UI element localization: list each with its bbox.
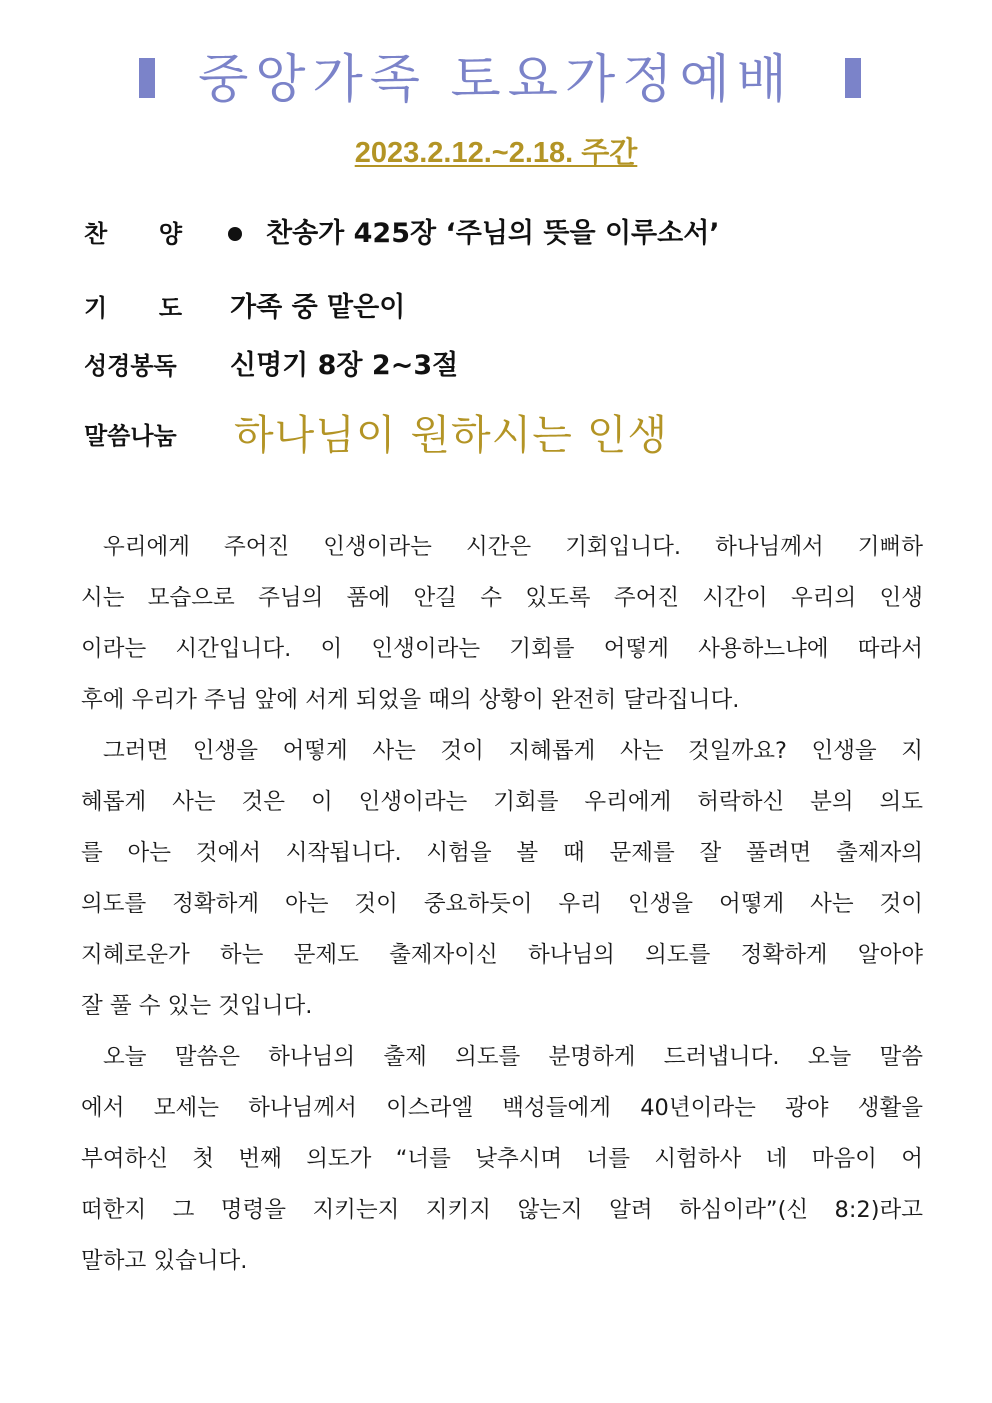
title-bar-right xyxy=(845,58,861,98)
bullet-icon xyxy=(228,227,242,241)
body-line: 말하고 있습니다. xyxy=(81,1248,248,1274)
body-line: 이라는 시간입니다. 이 인생이라는 기회를 어떻게 사용하느냐에 따라서 xyxy=(81,636,923,662)
body-line: 부여하신 첫 번째 의도가 “너를 낮추시며 너를 시험하사 네 마음이 어 xyxy=(81,1146,923,1172)
body-line: 오늘 말씀은 하나님의 출제 의도를 분명하게 드러냅니다. 오늘 말씀 xyxy=(103,1044,923,1070)
sermon-body xyxy=(81,522,923,1287)
hymn-value: 찬송가 425장 ‘주님의 뜻을 이루소서’ xyxy=(266,218,720,249)
body-line: 를 아는 것에서 시작됩니다. 시험을 볼 때 문제를 잘 풀려면 출제자의 xyxy=(81,840,923,866)
body-line: 떠한지 그 명령을 지키는지 지키지 않는지 알려 하심이라”(신 8:2)라고 xyxy=(81,1197,923,1223)
reading-row xyxy=(0,342,992,390)
prayer-label-second: 도 xyxy=(158,294,182,322)
page-title: 중앙가족 토요가정예배 xyxy=(198,50,794,110)
prayer-row xyxy=(0,284,992,332)
body-line: 혜롭게 사는 것은 이 인생이라는 기회를 우리에게 허락하신 분의 의도 xyxy=(81,789,923,815)
hymn-label xyxy=(84,210,182,258)
body-line: 그러면 인생을 어떻게 사는 것이 지혜롭게 사는 것일까요? 인생을 지 xyxy=(103,738,923,764)
prayer-label xyxy=(84,284,182,332)
body-line: 후에 우리가 주님 앞에 서게 되었을 때의 상황이 완전히 달라집니다. xyxy=(81,687,740,713)
reading-label: 성경봉독 xyxy=(84,352,177,380)
body-line: 잘 풀 수 있는 것입니다. xyxy=(81,993,313,1019)
paragraph-2 xyxy=(81,726,923,1032)
prayer-label-first: 기 xyxy=(84,294,108,322)
prayer-value: 가족 중 맡은이 xyxy=(230,292,406,323)
hymn-label-first: 찬 xyxy=(84,220,108,248)
body-line: 에서 모세는 하나님께서 이스라엘 백성들에게 40년이라는 광야 생활을 xyxy=(81,1095,923,1121)
reading-value: 신명기 8장 2~3절 xyxy=(230,350,459,381)
title-bar-left xyxy=(139,58,155,98)
body-line: 의도를 정확하게 아는 것이 중요하듯이 우리 인생을 어떻게 사는 것이 xyxy=(81,891,923,917)
hymn-row xyxy=(0,210,992,258)
hymn-label-second: 양 xyxy=(158,220,182,248)
paragraph-1 xyxy=(81,522,923,726)
week-date: 2023.2.12.~2.18. 주간 xyxy=(354,137,638,169)
title-row xyxy=(0,44,992,116)
sermon-title: 하나님이 원하시는 인생 xyxy=(234,411,669,459)
sermon-label: 말씀나눔 xyxy=(84,422,177,450)
paragraph-3 xyxy=(81,1032,923,1287)
body-line: 우리에게 주어진 인생이라는 시간은 기회입니다. 하나님께서 기뻐하 xyxy=(103,534,923,560)
body-line: 시는 모습으로 주님의 품에 안길 수 있도록 주어진 시간이 우리의 인생 xyxy=(81,585,923,611)
body-line: 지혜로운가 하는 문제도 출제자이신 하나님의 의도를 정확하게 알아야 xyxy=(81,942,923,968)
